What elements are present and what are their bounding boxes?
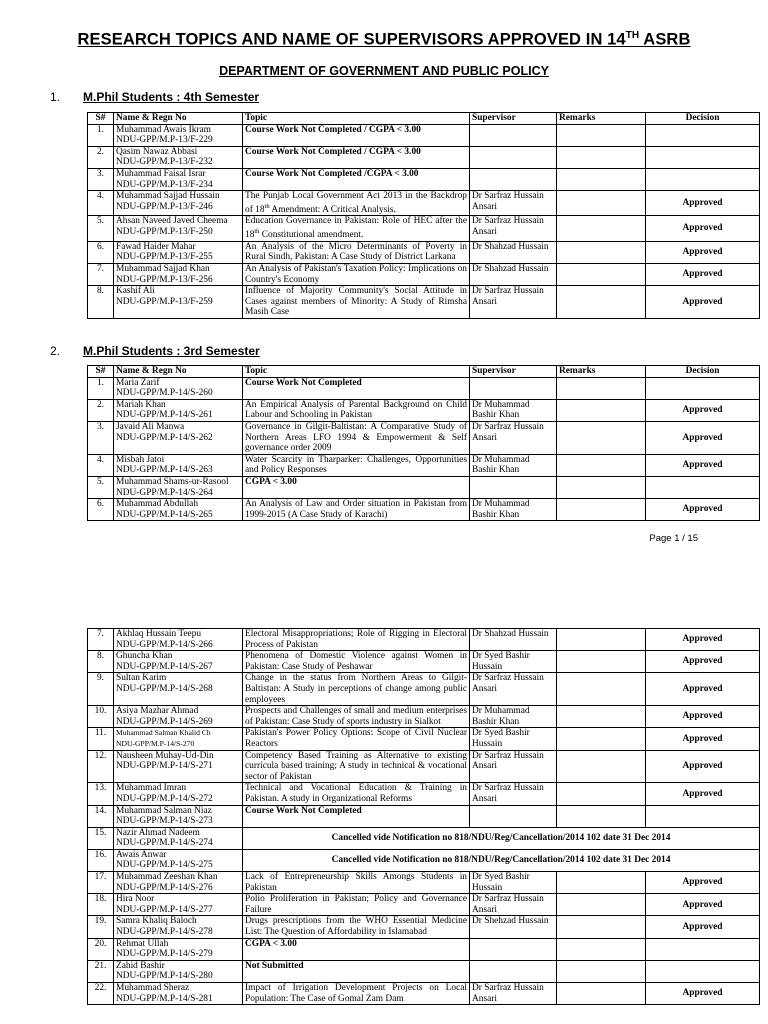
table-row xyxy=(88,827,760,849)
cell-remarks xyxy=(557,241,646,263)
page-number: Page 1 / 15 xyxy=(649,533,698,544)
cell-topic: An Analysis of Pakistan's Taxation Policy: Implications on Country's Economy xyxy=(243,263,470,285)
student-name: Samra Khaliq Baloch xyxy=(116,916,197,927)
cell-supervisor: Dr Shehzad Hussain xyxy=(470,916,557,938)
table-row xyxy=(88,454,760,476)
cell-supervisor xyxy=(470,960,557,982)
registration-number: NDU-GPP/M.P-14/S-263 xyxy=(116,465,213,476)
document-page-2 xyxy=(0,560,768,1024)
registration-number: NDU-GPP/M.P-14/S-276 xyxy=(116,882,213,893)
cell-decision xyxy=(646,377,760,399)
cell-name-regn xyxy=(114,805,243,827)
cell-name-regn xyxy=(114,421,243,454)
cell-decision: Approved xyxy=(646,191,760,216)
registration-number: NDU-GPP/M.P-14/S-262 xyxy=(116,432,213,443)
cell-topic: Not Submitted xyxy=(243,960,470,982)
registration-number: NDU-GPP/M.P-14/S-271 xyxy=(116,761,213,772)
table-row xyxy=(88,421,760,454)
cell-topic: Water Scarcity in Tharparker: Challenges, Opportunities and Policy Responses xyxy=(243,454,470,476)
cell-remarks xyxy=(557,191,646,216)
student-name: Hira Noor xyxy=(116,894,155,905)
header-sn: S# xyxy=(88,366,114,378)
student-name: Muhammad Shams-ur-Rasool xyxy=(116,476,229,487)
cell-topic: Course Work Not Completed / CGPA < 3.00 xyxy=(243,146,470,168)
cell-supervisor xyxy=(470,938,557,960)
document-title: RESEARCH TOPICS AND NAME OF SUPERVISORS APPROVED IN 14TH ASRB xyxy=(77,30,691,49)
student-name: Muhammad Zeeshan Khan xyxy=(116,872,218,883)
cell-decision: Approved xyxy=(646,421,760,454)
table-row xyxy=(88,916,760,938)
cell-name-regn xyxy=(114,168,243,190)
student-name: Muhammad Salman Niaz xyxy=(116,805,212,816)
table-row xyxy=(88,706,760,728)
cell-serial: 17. xyxy=(88,872,114,894)
cell-serial: 8. xyxy=(88,651,114,673)
cell-decision: Approved xyxy=(646,872,760,894)
cell-name-regn xyxy=(114,191,243,216)
cell-supervisor: Dr Sarfraz Hussain Ansari xyxy=(470,750,557,783)
registration-number: NDU-GPP/M.P-14/S-279 xyxy=(116,949,213,960)
registration-number: NDU-GPP/M.P-14/S-277 xyxy=(116,904,213,915)
header-name: Name & Regn No xyxy=(114,113,243,125)
cell-serial: 19. xyxy=(88,916,114,938)
registration-number: NDU-GPP/M.P-13/F-232 xyxy=(116,157,213,168)
cell-topic: Lack of Entrepreneurship Skills Amongs Students in Pakistan xyxy=(243,872,470,894)
student-name: Rehmat Ullah xyxy=(116,938,169,949)
cell-decision xyxy=(646,124,760,146)
cell-name-regn xyxy=(114,916,243,938)
cell-cancelled-note: Cancelled vide Notification no 818/NDU/Reg/Cancellation/2014 102 date 31 Dec 2014 xyxy=(243,827,760,849)
student-name: Maria Zarif xyxy=(116,377,160,388)
registration-number: NDU-GPP/M.P-14/S-265 xyxy=(116,509,213,520)
table-row xyxy=(88,399,760,421)
cell-name-regn xyxy=(114,706,243,728)
cell-supervisor xyxy=(470,146,557,168)
cell-serial: 8. xyxy=(88,286,114,319)
cell-serial: 3. xyxy=(88,421,114,454)
registration-number: NDU-GPP/M.P-14/S-272 xyxy=(116,793,213,804)
table-row xyxy=(88,849,760,871)
cell-name-regn xyxy=(114,983,243,1005)
cell-decision: Approved xyxy=(646,216,760,241)
student-name: Awais Anwar xyxy=(116,849,167,860)
cell-supervisor: Dr Muhammad Bashir Khan xyxy=(470,499,557,521)
registration-number: NDU-GPP/M.P-14/S-261 xyxy=(116,410,213,421)
registration-number: NDU-GPP/M.P-13/F-255 xyxy=(116,252,213,263)
cell-supervisor: Dr Sarfraz Hussain Ansari xyxy=(470,286,557,319)
cell-serial: 7. xyxy=(88,629,114,651)
cell-topic: Phenomena of Domestic Violence against Women in Pakistan: Case Study of Peshawar xyxy=(243,651,470,673)
cell-remarks xyxy=(557,216,646,241)
cell-remarks xyxy=(557,399,646,421)
cell-supervisor: Dr Muhammad Bashir Khan xyxy=(470,706,557,728)
cell-decision xyxy=(646,938,760,960)
cell-name-regn xyxy=(114,286,243,319)
registration-number: NDU-GPP/M.P-13/F-259 xyxy=(116,296,213,307)
student-name: Muhammad Imran xyxy=(116,783,187,794)
table-row xyxy=(88,750,760,783)
student-name: Sultan Karim xyxy=(116,673,167,684)
cell-name-regn xyxy=(114,399,243,421)
student-name: Muhammad Salman Khalid Ch xyxy=(116,728,211,738)
header-topic: Topic xyxy=(243,113,470,125)
cell-serial: 6. xyxy=(88,241,114,263)
cell-decision: Approved xyxy=(646,750,760,783)
registration-number: NDU-GPP/M.P-14/S-280 xyxy=(116,971,213,982)
cell-serial: 1. xyxy=(88,377,114,399)
table-row xyxy=(88,241,760,263)
table-3rd-semester xyxy=(87,365,760,521)
table-row xyxy=(88,263,760,285)
cell-decision: Approved xyxy=(646,783,760,805)
cell-topic: Electoral Misappropriations; Role of Rigging in Electoral Process of Pakistan xyxy=(243,629,470,651)
cell-supervisor: Dr Sarfraz Hussain Ansari xyxy=(470,421,557,454)
cell-remarks xyxy=(557,728,646,750)
cell-decision: Approved xyxy=(646,728,760,750)
registration-number: NDU-GPP/M.P-14/S-260 xyxy=(116,388,213,399)
cell-decision: Approved xyxy=(646,399,760,421)
cell-decision xyxy=(646,168,760,190)
cell-decision: Approved xyxy=(646,673,760,706)
cell-serial: 21. xyxy=(88,960,114,982)
student-name: Nazir Ahmad Nadeem xyxy=(116,827,200,838)
cell-decision: Approved xyxy=(646,983,760,1005)
cell-remarks xyxy=(557,706,646,728)
cell-serial: 6. xyxy=(88,499,114,521)
cell-decision: Approved xyxy=(646,651,760,673)
cell-supervisor xyxy=(470,805,557,827)
cell-decision: Approved xyxy=(646,263,760,285)
registration-number: NDU-GPP/M.P-14/S-268 xyxy=(116,683,213,694)
cell-remarks xyxy=(557,651,646,673)
table-row xyxy=(88,805,760,827)
cell-supervisor xyxy=(470,476,557,498)
cell-remarks xyxy=(557,629,646,651)
student-name: Misbah Jatoi xyxy=(116,454,165,465)
registration-number: NDU-GPP/M.P-14/S-275 xyxy=(116,860,213,871)
table-header-row xyxy=(88,113,760,125)
cell-topic: Competency Based Training as Alternative to existing curricula based training; A study in technical & vocational sector of Pakistan xyxy=(243,750,470,783)
cell-supervisor: Dr Sarfraz Hussain Ansari xyxy=(470,673,557,706)
table-row xyxy=(88,629,760,651)
cell-topic: Prospects and Challenges of small and medium enterprises of Pakistan: Case Study of sports industry in Sialkot xyxy=(243,706,470,728)
cell-topic: Drugs prescriptions from the WHO Essential Medicine List: The Question of Affordability in Islamabad xyxy=(243,916,470,938)
cell-decision xyxy=(646,805,760,827)
cell-topic: Course Work Not Completed xyxy=(243,805,470,827)
header-topic: Topic xyxy=(243,366,470,378)
table-row xyxy=(88,651,760,673)
student-name: Muhammad Sajjad Hussain xyxy=(116,191,220,202)
registration-number: NDU-GPP/M.P-14/S-270 xyxy=(116,738,195,748)
cell-topic: Course Work Not Completed /CGPA < 3.00 xyxy=(243,168,470,190)
cell-decision: Approved xyxy=(646,454,760,476)
cell-serial: 15. xyxy=(88,827,114,849)
cell-name-regn xyxy=(114,651,243,673)
section-heading: 2. M.Phil Students : 3rd Semester xyxy=(50,344,260,358)
table-row xyxy=(88,146,760,168)
table-row xyxy=(88,124,760,146)
cell-serial: 12. xyxy=(88,750,114,783)
cell-name-regn xyxy=(114,728,243,750)
cell-remarks xyxy=(557,916,646,938)
cell-name-regn xyxy=(114,750,243,783)
cell-supervisor: Dr Sarfraz Hussain Ansari xyxy=(470,783,557,805)
cell-remarks xyxy=(557,263,646,285)
student-name: Muhammad Sajjad Khan xyxy=(116,263,210,274)
cell-topic: Pakistan's Power Policy Options: Scope of Civil Nuclear Reactors xyxy=(243,728,470,750)
table-row xyxy=(88,983,760,1005)
cell-serial: 1. xyxy=(88,124,114,146)
student-name: Ghuncha Khan xyxy=(116,651,173,662)
cell-supervisor: Dr Shahzad Hussain xyxy=(470,263,557,285)
cell-name-regn xyxy=(114,783,243,805)
cell-serial: 10. xyxy=(88,706,114,728)
header-decision: Decision xyxy=(646,366,760,378)
cell-remarks xyxy=(557,805,646,827)
header-name: Name & Regn No xyxy=(114,366,243,378)
cell-name-regn xyxy=(114,872,243,894)
cell-topic: Course Work Not Completed xyxy=(243,377,470,399)
cell-name-regn xyxy=(114,263,243,285)
table-row xyxy=(88,960,760,982)
cell-decision: Approved xyxy=(646,499,760,521)
table-row xyxy=(88,894,760,916)
cell-remarks xyxy=(557,168,646,190)
registration-number: NDU-GPP/M.P-14/S-273 xyxy=(116,816,213,827)
cell-serial: 16. xyxy=(88,849,114,871)
cell-decision: Approved xyxy=(646,706,760,728)
header-remarks: Remarks xyxy=(557,113,646,125)
cell-name-regn xyxy=(114,673,243,706)
registration-number: NDU-GPP/M.P-13/F-256 xyxy=(116,274,213,285)
registration-number: NDU-GPP/M.P-14/S-281 xyxy=(116,993,213,1004)
cell-supervisor: Dr Muhammad Bashir Khan xyxy=(470,454,557,476)
student-name: Akhlaq Hussain Teepu xyxy=(116,629,202,639)
cell-name-regn xyxy=(114,849,243,871)
table-row xyxy=(88,286,760,319)
cell-remarks xyxy=(557,783,646,805)
cell-supervisor: Dr Shahzad Hussain xyxy=(470,241,557,263)
cell-remarks xyxy=(557,960,646,982)
registration-number: NDU-GPP/M.P-13/F-250 xyxy=(116,227,213,238)
cell-serial: 22. xyxy=(88,983,114,1005)
cell-name-regn xyxy=(114,476,243,498)
student-name: Muhammad Awais Ikram xyxy=(116,124,211,135)
cell-topic: CGPA < 3.00 xyxy=(243,938,470,960)
cell-decision: Approved xyxy=(646,629,760,651)
registration-number: NDU-GPP/M.P-13/F-246 xyxy=(116,201,213,212)
table-row xyxy=(88,783,760,805)
cell-name-regn xyxy=(114,629,243,651)
cell-remarks xyxy=(557,421,646,454)
cell-supervisor xyxy=(470,377,557,399)
cell-serial: 5. xyxy=(88,476,114,498)
header-remarks: Remarks xyxy=(557,366,646,378)
cell-name-regn xyxy=(114,454,243,476)
header-supervisor: Supervisor xyxy=(470,366,557,378)
cell-supervisor: Dr Syed Bashir Hussain xyxy=(470,728,557,750)
table-row xyxy=(88,476,760,498)
cell-supervisor: Dr Sarfraz Hussain Ansari xyxy=(470,983,557,1005)
cell-topic: Course Work Not Completed / CGPA < 3.00 xyxy=(243,124,470,146)
table-row xyxy=(88,872,760,894)
cell-topic: The Punjab Local Government Act 2013 in the Backdrop of 18th Amendment: A Critical Analysis. xyxy=(243,191,470,216)
registration-number: NDU-GPP/M.P-13/F-229 xyxy=(116,135,213,146)
table-4th-semester xyxy=(87,112,760,319)
cell-name-regn xyxy=(114,241,243,263)
cell-remarks xyxy=(557,146,646,168)
registration-number: NDU-GPP/M.P-14/S-278 xyxy=(116,927,213,938)
student-name: Ahsan Naveed Javed Cheema xyxy=(116,216,228,227)
student-name: Qasim Nawaz Abbasi xyxy=(116,146,198,157)
cell-supervisor: Dr Syed Bashir Hussain xyxy=(470,872,557,894)
cell-remarks xyxy=(557,938,646,960)
cell-topic: An Analysis of the Micro Determinants of Poverty in Rural Sindh, Pakistan: A Case Study of District Larkana xyxy=(243,241,470,263)
cell-supervisor: Dr Syed Bashir Hussain xyxy=(470,651,557,673)
cell-name-regn xyxy=(114,960,243,982)
table-row xyxy=(88,673,760,706)
cell-topic: CGPA < 3.00 xyxy=(243,476,470,498)
student-name: Javaid Ali Manwa xyxy=(116,421,185,432)
cell-decision: Approved xyxy=(646,916,760,938)
registration-number: NDU-GPP/M.P-14/S-267 xyxy=(116,661,213,672)
cell-topic: Governance in Gilgit-Baltistan: A Comparative Study of Northern Areas LFO 1994 & Empowerment & Self governance order 2009 xyxy=(243,421,470,454)
cell-remarks xyxy=(557,872,646,894)
student-name: Muhammad Faisal Israr xyxy=(116,168,206,179)
section-heading: 1. M.Phil Students : 4th Semester xyxy=(50,90,260,104)
student-name: Muhammad Sheraz xyxy=(116,983,190,993)
header-sn: S# xyxy=(88,113,114,125)
student-name: Fawad Haider Mahar xyxy=(116,241,196,252)
cell-remarks xyxy=(557,377,646,399)
cell-supervisor xyxy=(470,124,557,146)
cell-decision xyxy=(646,146,760,168)
cell-name-regn xyxy=(114,146,243,168)
cell-name-regn xyxy=(114,377,243,399)
student-name: Kashif Ali xyxy=(116,286,155,297)
cell-name-regn xyxy=(114,894,243,916)
student-name: Muhammad Abdullah xyxy=(116,499,199,510)
cell-name-regn xyxy=(114,827,243,849)
student-name: Mariah Khan xyxy=(116,399,166,410)
cell-serial: 7. xyxy=(88,263,114,285)
cell-serial: 2. xyxy=(88,146,114,168)
cell-topic: Polio Proliferation in Pakistan; Policy and Governance Failure xyxy=(243,894,470,916)
cell-topic: Education Governance in Pakistan: Role of HEC after the 18th Constitutional amendment. xyxy=(243,216,470,241)
student-name: Asiya Mazhar Ahmad xyxy=(116,706,199,717)
cell-remarks xyxy=(557,476,646,498)
cell-supervisor: Dr Sarfraz Hussain Ansari xyxy=(470,894,557,916)
cell-supervisor: Dr Muhammad Bashir Khan xyxy=(470,399,557,421)
cell-supervisor xyxy=(470,168,557,190)
header-decision: Decision xyxy=(646,113,760,125)
cell-name-regn xyxy=(114,216,243,241)
cell-serial: 9. xyxy=(88,673,114,706)
cell-topic: Technical and Vocational Education & Training in Pakistan. A study in Organizational Reforms xyxy=(243,783,470,805)
cell-decision xyxy=(646,476,760,498)
table-row xyxy=(88,938,760,960)
cell-decision xyxy=(646,960,760,982)
cell-decision: Approved xyxy=(646,894,760,916)
cell-name-regn xyxy=(114,499,243,521)
table-row xyxy=(88,377,760,399)
department-title: DEPARTMENT OF GOVERNMENT AND PUBLIC POLICY xyxy=(219,64,549,78)
cell-remarks xyxy=(557,983,646,1005)
cell-serial: 2. xyxy=(88,399,114,421)
cell-remarks xyxy=(557,673,646,706)
cell-serial: 11. xyxy=(88,728,114,750)
table-row xyxy=(88,168,760,190)
cell-serial: 3. xyxy=(88,168,114,190)
cell-supervisor: Dr Shahzad Hussain xyxy=(470,629,557,651)
registration-number: NDU-GPP/M.P-14/S-274 xyxy=(116,838,213,849)
cell-topic: Change in the status from Northern Areas to Gilgit-Baltistan: A Study in perceptions of change among public employees xyxy=(243,673,470,706)
cell-topic: Influence of Majority Community's Social Attitude in Cases against members of Minority: A Study of Rimsha Masih Case xyxy=(243,286,470,319)
table-row xyxy=(88,216,760,241)
cell-decision: Approved xyxy=(646,241,760,263)
table-header-row xyxy=(88,366,760,378)
header-supervisor: Supervisor xyxy=(470,113,557,125)
cell-serial: 20. xyxy=(88,938,114,960)
registration-number: NDU-GPP/M.P-14/S-264 xyxy=(116,487,213,498)
cell-topic: An Empirical Analysis of Parental Background on Child Labour and Schooling in Pakistan xyxy=(243,399,470,421)
cell-topic: An Analysis of Law and Order situation in Pakistan from 1999-2015 (A Case Study of Karachi) xyxy=(243,499,470,521)
cell-serial: 14. xyxy=(88,805,114,827)
student-name: Zahid Bashir xyxy=(116,960,165,971)
cell-name-regn xyxy=(114,124,243,146)
cell-serial: 18. xyxy=(88,894,114,916)
cell-topic: Impact of Irrigation Development Projects on Local Population: The Case of Gomal Zam Dam xyxy=(243,983,470,1005)
registration-number: NDU-GPP/M.P-13/F-234 xyxy=(116,179,213,190)
cell-remarks xyxy=(557,124,646,146)
cell-serial: 5. xyxy=(88,216,114,241)
registration-number: NDU-GPP/M.P-14/S-266 xyxy=(116,639,213,650)
cell-decision: Approved xyxy=(646,286,760,319)
cell-remarks xyxy=(557,750,646,783)
cell-remarks xyxy=(557,286,646,319)
cell-serial: 4. xyxy=(88,454,114,476)
student-name: Nausheen Muhay-Ud-Din xyxy=(116,750,214,761)
cell-name-regn xyxy=(114,938,243,960)
registration-number: NDU-GPP/M.P-14/S-269 xyxy=(116,716,213,727)
cell-remarks xyxy=(557,499,646,521)
cell-serial: 13. xyxy=(88,783,114,805)
table-row xyxy=(88,728,760,750)
table-row xyxy=(88,191,760,216)
cell-remarks xyxy=(557,894,646,916)
table-continuation xyxy=(87,628,760,1005)
cell-serial: 4. xyxy=(88,191,114,216)
cell-cancelled-note: Cancelled vide Notification no 818/NDU/Reg/Cancellation/2014 102 date 31 Dec 2014 xyxy=(243,849,760,871)
cell-supervisor: Dr Sarfraz Hussain Ansari xyxy=(470,191,557,216)
cell-supervisor: Dr Sarfraz Hussain Ansari xyxy=(470,216,557,241)
table-row xyxy=(88,499,760,521)
cell-remarks xyxy=(557,454,646,476)
